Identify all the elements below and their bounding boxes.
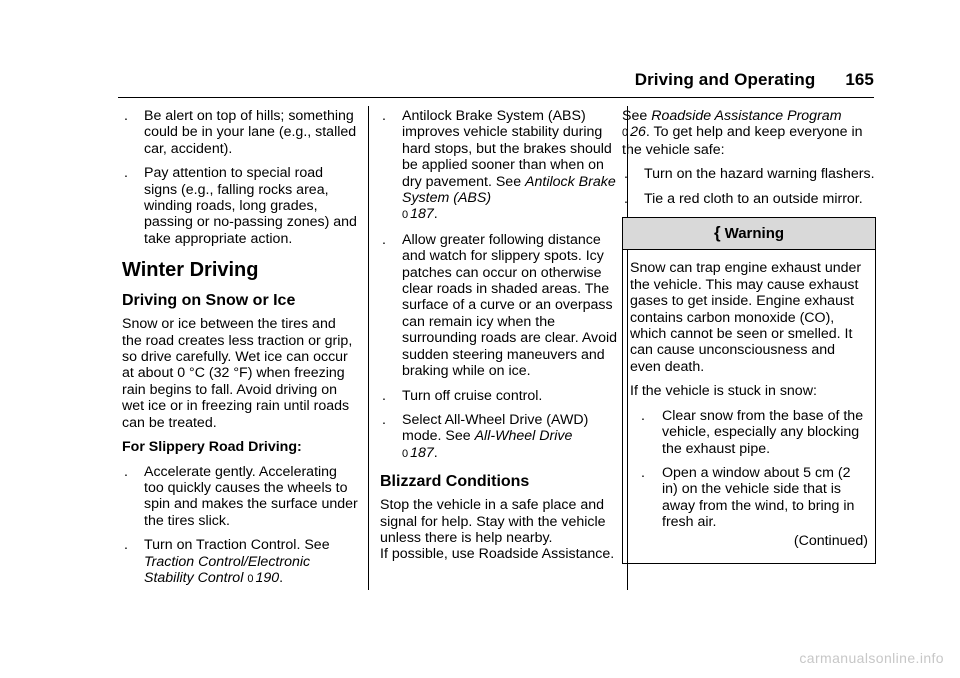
bullet-marker: . — [624, 190, 628, 207]
bullet-marker: . — [124, 537, 128, 554]
warning-paragraph: Snow can trap engine exhaust under the vehicle. This may cause exhaust gases to get inside. Engine exhaust contains carbon monoxide (CO), which cannot be seen or smelled. It can cause unconsciousness and even death. — [630, 260, 862, 375]
header-rule — [118, 97, 874, 98]
period: . — [433, 206, 438, 223]
paragraph-snow-ice: Snow or ice between the tires and the road creates less traction or grip, so drive carefully. Wet ice can occur at about 0 °C (32 °F) when freezing rain begins to fall. Avoid driving on wet ice or in freezing rain until roads can be treated. — [122, 316, 353, 431]
warning-box — [622, 217, 876, 564]
column-3 — [622, 108, 876, 564]
list-item — [380, 412, 620, 462]
bullet-abs-text: Antilock Brake System (ABS) improves vehicle stability during hard stops, but the brakes should be applied sooner than when on dry pavement. See — [402, 108, 612, 190]
abs-page-ref[interactable]: 187 — [410, 206, 434, 223]
bullet-marker: . — [382, 231, 386, 248]
column-divider-1 — [368, 106, 369, 590]
heading-winter-driving: Winter Driving — [122, 259, 259, 282]
bullet-clear-snow: Clear snow from the base of the vehicle, especially any blocking the exhaust pipe. — [662, 407, 864, 457]
paragraph-roadside: If possible, use Roadside Assistance. — [380, 546, 615, 563]
page-header — [635, 70, 874, 90]
awd-page-ref[interactable]: 187 — [410, 444, 434, 461]
see-word: See — [622, 108, 648, 124]
bullet-hills: Be alert on top of hills; something could be in your lane (e.g., stalled car, accident). — [144, 108, 357, 157]
abs-link[interactable]: Antilock Brake System (ABS) — [402, 173, 616, 207]
bullet-marker: . — [124, 165, 128, 182]
bullet-traction-text: Turn on Traction Control. See — [144, 537, 330, 554]
list-item — [122, 464, 358, 530]
bullet-marker: . — [382, 108, 386, 124]
column-1 — [122, 108, 358, 595]
heading-blizzard-conditions: Blizzard Conditions — [380, 473, 530, 491]
warning-header — [623, 218, 875, 250]
warning-icon: { — [713, 223, 721, 243]
bullet-marker: . — [641, 464, 645, 481]
bullet-marker: . — [641, 407, 645, 424]
bullet-marker: . — [124, 108, 128, 124]
traction-page-ref[interactable]: 190 — [255, 569, 280, 586]
page-number: 165 — [845, 70, 874, 89]
list-item — [380, 388, 620, 404]
roadside-rest: . To get help and keep everyone in the vehicle safe: — [622, 124, 863, 158]
bullet-accelerate: Accelerate gently. Accelerating too quickly causes the wheels to spin and makes the surface under the tires slick. — [144, 463, 358, 529]
continued-label: (Continued) — [793, 532, 868, 549]
heading-slippery-road: For Slippery Road Driving: — [122, 439, 302, 456]
list-item — [622, 166, 876, 182]
bullet-road-signs: Pay attention to special road signs (e.g., falling rocks area, winding roads, long grades, passing or no-passing zones) and take appropriate action. — [144, 165, 357, 247]
bullet-marker: . — [624, 166, 628, 183]
list-item — [380, 108, 620, 224]
page-ref-arrow-icon: 0 — [402, 447, 409, 460]
bullet-cruise-control: Turn off cruise control. — [402, 387, 543, 404]
bullet-marker: . — [382, 387, 386, 404]
subheading-snow-ice: Driving on Snow or Ice — [122, 292, 296, 310]
bullet-awd-text: Select All-Wheel Drive (AWD) mode. See — [402, 411, 589, 445]
page-ref-arrow-icon: 0 — [622, 127, 629, 140]
page-ref-arrow-icon: 0 — [402, 209, 409, 222]
period: . — [433, 444, 438, 461]
list-item — [122, 165, 358, 247]
roadside-program-link[interactable]: Roadside Assistance Program — [651, 108, 842, 124]
list-item — [622, 191, 876, 207]
watermark: carmanualsonline.info — [799, 650, 944, 666]
period: . — [279, 569, 284, 586]
bullet-open-window: Open a window about 5 cm (2 in) on the vehicle side that is away from the wind, to bring in fresh air. — [662, 464, 855, 531]
roadside-page-ref[interactable]: 26 — [630, 124, 646, 141]
list-item — [122, 108, 358, 157]
bullet-following-distance: Allow greater following distance and watch for slippery spots. Icy patches can occur on otherwise clear roads in shaded areas. The surface of a curve or an overpass can remain icy when the surrounding roads are clear. Avoid sudden steering maneuvers and braking while on ice. — [402, 231, 618, 380]
list-item — [630, 408, 868, 457]
bullet-marker: . — [382, 411, 386, 428]
paragraph-see-roadside — [622, 108, 876, 158]
bullet-marker: . — [124, 463, 128, 480]
page-ref-arrow-icon: 0 — [247, 572, 254, 585]
section-title: Driving and Operating — [634, 70, 816, 89]
column-2 — [380, 108, 620, 571]
list-item — [630, 465, 868, 531]
paragraph-blizzard: Stop the vehicle in a safe place and signal for help. Stay with the vehicle unless there is help nearby. — [380, 497, 606, 546]
traction-control-link[interactable]: Traction Control/Electronic Stability Control — [144, 553, 311, 586]
stuck-intro: If the vehicle is stuck in snow: — [630, 383, 817, 400]
awd-link[interactable]: All-Wheel Drive — [474, 428, 573, 445]
list-item — [380, 232, 620, 380]
bullet-hazard-flashers: Turn on the hazard warning flashers. — [644, 166, 875, 183]
warning-body — [623, 250, 875, 563]
list-item — [122, 537, 358, 587]
bullet-red-cloth: Tie a red cloth to an outside mirror. — [644, 190, 863, 207]
warning-title: Warning — [724, 225, 785, 243]
